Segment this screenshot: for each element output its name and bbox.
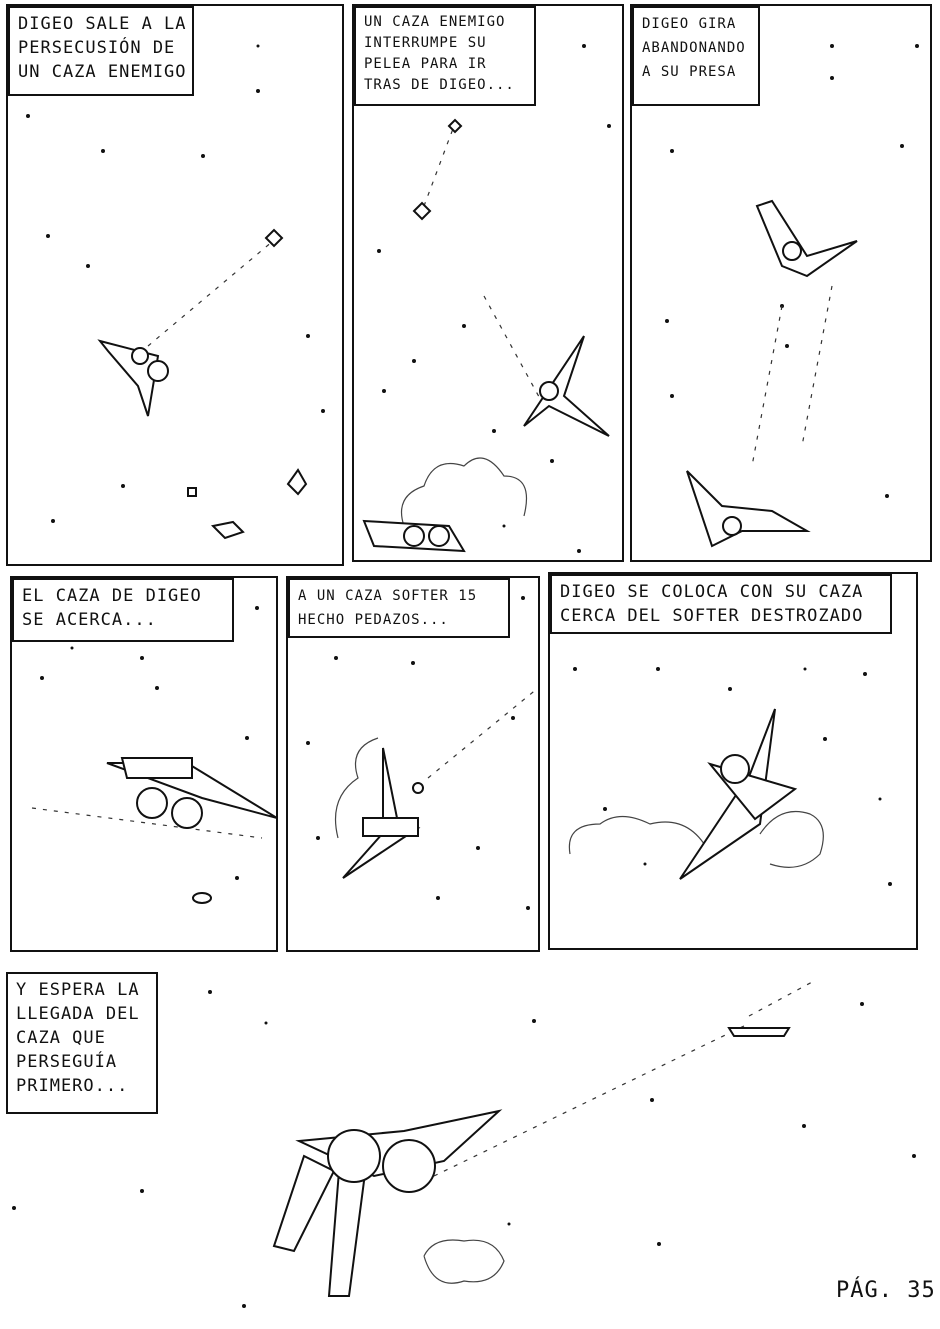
caption-box: UN CAZA ENEMIGO INTERRUMPE SU PELEA PARA IR TRAS DE DIGEO... bbox=[354, 6, 536, 106]
caption-box: DIGEO SALE A LA PERSECUSIÓN DE UN CAZA ENEMIGO bbox=[8, 6, 194, 96]
enemy-fighter bbox=[757, 201, 857, 276]
comic-panel-7 bbox=[4, 966, 934, 1326]
page-number: PÁG. 35 bbox=[836, 1278, 936, 1303]
digeo-fighter bbox=[524, 336, 609, 436]
caption-box: DIGEO GIRA ABANDONANDO A SU PRESA bbox=[632, 6, 760, 106]
enemy-fighter bbox=[414, 203, 430, 219]
comic-panel-4 bbox=[10, 576, 278, 952]
comic-panel-5 bbox=[286, 576, 540, 952]
digeo-fighter bbox=[107, 758, 277, 828]
starfield bbox=[306, 596, 530, 910]
wrecked-fighter bbox=[213, 522, 243, 538]
comic-panel-6 bbox=[548, 572, 918, 950]
enemy-fighter bbox=[266, 230, 282, 246]
caption-box: A UN CAZA SOFTER 15 HECHO PEDAZOS... bbox=[288, 578, 510, 638]
comic-panel-3 bbox=[630, 4, 932, 562]
caption-box: DIGEO SE COLOCA CON SU CAZA CERCA DEL SOFTER DESTROZADO bbox=[550, 574, 892, 634]
wrecked-softer-fighter bbox=[336, 738, 419, 878]
digeo-fighter bbox=[687, 471, 807, 546]
damaged-fighter bbox=[364, 458, 527, 551]
digeo-fighter bbox=[100, 341, 168, 416]
caption-box: EL CAZA DE DIGEO SE ACERCA... bbox=[12, 578, 234, 642]
starfield bbox=[26, 45, 325, 524]
starfield bbox=[377, 44, 611, 553]
comic-panel-1 bbox=[6, 4, 344, 566]
digeo-fighter bbox=[274, 1111, 504, 1296]
starfield bbox=[40, 606, 259, 880]
caption-box: Y ESPERA LA LLEGADA DEL CAZA QUE PERSEGUÍA PRIMERO... bbox=[6, 972, 158, 1114]
enemy-fighter bbox=[449, 120, 461, 132]
damaged-softer-fighter bbox=[569, 709, 823, 879]
enemy-fighter bbox=[729, 1028, 789, 1036]
comic-panel-2 bbox=[352, 4, 624, 562]
